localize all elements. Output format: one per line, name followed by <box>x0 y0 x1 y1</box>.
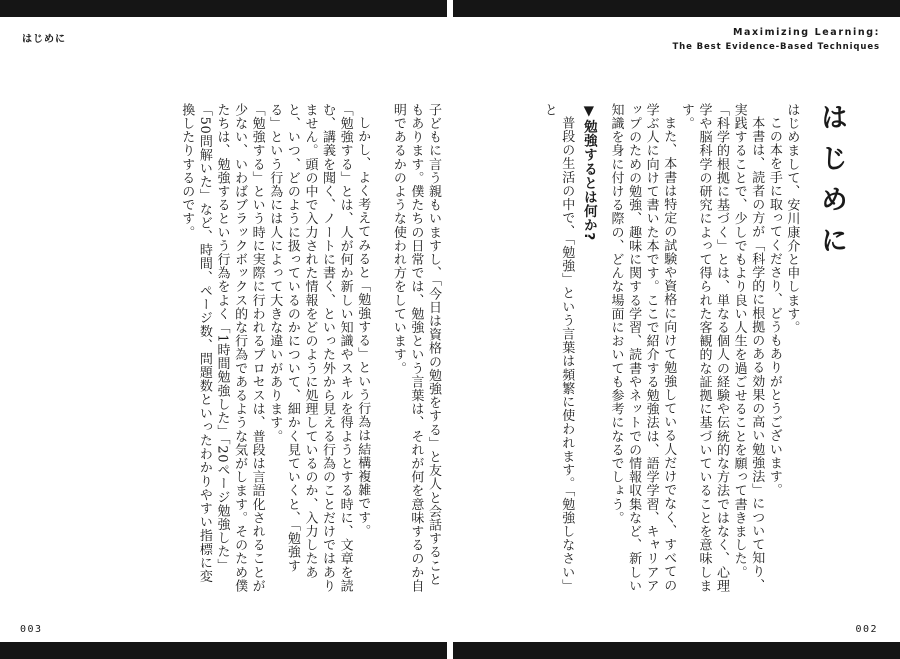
chapter-title: はじめに <box>816 103 847 267</box>
paragraph-gap <box>371 103 389 593</box>
paragraph: 子どもに言う親もいますし、「今日は資格の勉強をする」と友人と会話することもあります。僕たちの日常では、勉強という言葉は、それが何を意味するのか自明であるかのような使われ方をしています。 <box>390 103 441 593</box>
paragraph: しかし、よく考えてみると「勉強する」という行為は結構複雑です。 <box>355 116 371 538</box>
book-title-line1: Maximizing Learning: <box>732 27 880 38</box>
section-heading <box>579 103 597 603</box>
triangle-marker-icon: ▼ <box>580 103 597 120</box>
book-title <box>672 26 880 54</box>
right-page-body <box>540 103 847 603</box>
paragraph: 「勉強する」という時に実際に行われるプロセスは、普段は言語化されることが少ない、いわばブラックボックス的な行為であるような気がします。そのため僕たちは、勉強するという行為をよく「1時間勉強した」「20ページ勉強した」「50問解いた」など、時間、ページ数、問題数といったわかりやすい指標に変換したりするのです。 <box>179 103 265 593</box>
paragraph: 「科学的根拠に基づく」とは、単なる個人の経験や伝統的な方法ではなく、心理学や脳科学の研究によって得られた客観的な証拠に基づいていることを意味します。 <box>678 103 730 593</box>
page-number-left: 003 <box>20 624 43 635</box>
paragraph: 普段の生活の中で、「勉強」という言葉は頻繁に使われます。「勉強しなさい」と <box>541 103 575 593</box>
book-title-line2: The Best Evidence-Based Techniques <box>672 42 880 52</box>
paragraph: この本を手に取ってくださり、どうもありがとうございます。 <box>766 116 782 497</box>
top-bar-left <box>0 0 447 17</box>
page-number-right: 002 <box>855 624 878 635</box>
paragraph: はじめまして、安川康介と申します。 <box>784 103 800 335</box>
section-heading-text: 勉強するとは何か? <box>580 119 597 241</box>
paragraph: また、本書は特定の試験や資格に向けて勉強している人だけでなく、すべての学ぶ人に向けて書いた本です。ここで紹介する勉強法は、語学学習、キャリアアップのための勉強、趣味に関する学習、読書やネットでの情報収集など、新しい知識を身に付ける際の、どんな場面においても参考になるでしょう。 <box>608 103 677 593</box>
top-bar-right <box>453 0 900 17</box>
paragraph: 本書は、読者の方が「科学的に根拠のある効果の高い勉強法」について知り、実践することで、少しでもより良い人生を過ごせることを願って書きました。 <box>731 103 765 592</box>
left-page-body <box>178 103 442 593</box>
paragraph: 「勉強する」とは、人が何か新しい知識やスキルを得ようとする時に、文章を読む、講義を聞く、ノートに書く、といった外から見える行為のことだけではありません。頭の中で入力された情報をどのように処理しているのか、入力したあと、いつ、どのように扱っているのかについて、細かく見ていくと、「勉強する」という行為には人によって大きな違いがあります。 <box>267 103 353 593</box>
running-title: はじめに <box>22 34 66 45</box>
bottom-bar-right <box>453 642 900 659</box>
bottom-bar-left <box>0 642 447 659</box>
